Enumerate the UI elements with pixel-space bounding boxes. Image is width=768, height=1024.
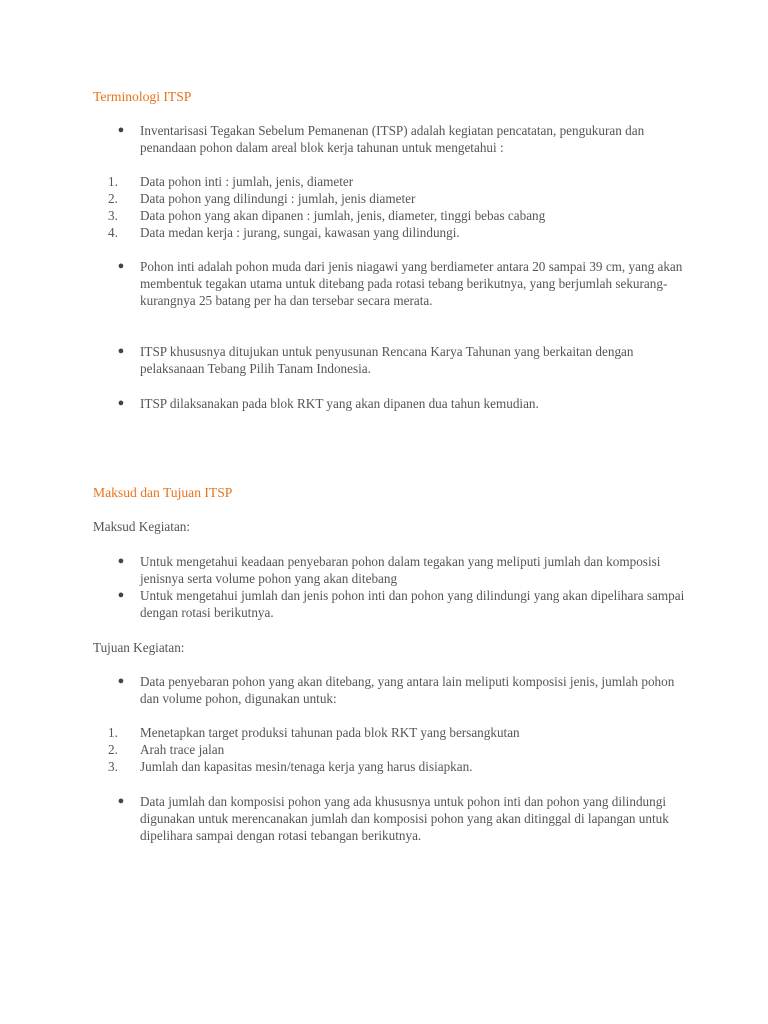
list-item: ● Inventarisasi Tegakan Sebelum Pemanenan (ITSP) adalah kegiatan pencatatan, pengukuran dan penandaan pohon dalam areal blok kerja tahunan untuk mengetahui : bbox=[0, 122, 688, 156]
numbered-list-itsp-data bbox=[0, 173, 768, 241]
list-item: 1. Menetapkan target produksi tahunan pada blok RKT yang bersangkutan bbox=[108, 725, 520, 740]
list-item: ● ITSP dilaksanakan pada blok RKT yang akan dipanen dua tahun kemudian. bbox=[0, 395, 688, 412]
bullet-list-maksud bbox=[0, 553, 768, 621]
tujuan-label: Tujuan Kegiatan: bbox=[93, 640, 185, 655]
bullet-icon: ● bbox=[117, 345, 125, 357]
section-heading-maksud-tujuan: Maksud dan Tujuan ITSP bbox=[93, 485, 233, 500]
list-item: ● Untuk mengetahui jumlah dan jenis pohon inti dan pohon yang dilindungi yang akan dipelihara sampai dengan rotasi berikutnya. bbox=[0, 587, 688, 621]
bullet-list-itsp-timing bbox=[0, 395, 768, 412]
bullet-icon: ● bbox=[117, 124, 125, 136]
list-item: ● ITSP khususnya ditujukan untuk penyusunan Rencana Karya Tahunan yang berkaitan dengan pelaksanaan Tebang Pilih Tanam Indonesia. bbox=[0, 343, 688, 377]
list-item: 1. Data pohon inti : jumlah, jenis, diameter bbox=[108, 174, 354, 189]
list-item: 4. Data medan kerja : jurang, sungai, kawasan yang dilindungi. bbox=[108, 225, 460, 240]
list-item: 2. Data pohon yang dilindungi : jumlah, jenis diameter bbox=[108, 191, 416, 206]
bullet-list-pohon-inti bbox=[0, 258, 768, 309]
bullet-icon: ● bbox=[117, 795, 125, 807]
section-heading-terminologi: Terminologi ITSP bbox=[93, 89, 192, 104]
bullet-list-tujuan-penyebaran bbox=[0, 673, 768, 707]
bullet-icon: ● bbox=[117, 675, 125, 687]
list-item: ● Data jumlah dan komposisi pohon yang ada khususnya untuk pohon inti dan pohon yang dilindungi digunakan untuk merencanakan jumlah dan komposisi pohon yang akan ditinggal di lapangan untuk dipelihara sampai dengan rotasi tebangan berikutnya. bbox=[0, 793, 688, 844]
bullet-list-itsp-definition bbox=[0, 122, 768, 156]
list-item: 3. Jumlah dan kapasitas mesin/tenaga kerja yang harus disiapkan. bbox=[108, 759, 473, 774]
list-item: ● Data penyebaran pohon yang akan ditebang, yang antara lain meliputi komposisi jenis, jumlah pohon dan volume pohon, digunakan untuk: bbox=[0, 673, 688, 707]
list-item: ● Untuk mengetahui keadaan penyebaran pohon dalam tegakan yang meliputi jumlah dan komposisi jenisnya serta volume pohon yang akan ditebang bbox=[0, 553, 688, 587]
bullet-icon: ● bbox=[117, 555, 125, 567]
bullet-list-tujuan-komposisi bbox=[0, 793, 768, 844]
list-item: 3. Data pohon yang akan dipanen : jumlah, jenis, diameter, tinggi bebas cabang bbox=[108, 208, 546, 223]
list-item: 2. Arah trace jalan bbox=[108, 742, 225, 757]
bullet-icon: ● bbox=[117, 397, 125, 409]
bullet-icon: ● bbox=[117, 260, 125, 272]
list-item: ● Pohon inti adalah pohon muda dari jenis niagawi yang berdiameter antara 20 sampai 39 cm, yang akan membentuk tegakan utama untuk ditebang pada rotasi tebang berikutnya, yang berjumlah sekurang-kurangnya 25 batang per ha dan tersebar secara merata. bbox=[0, 258, 688, 309]
bullet-list-itsp-purpose bbox=[0, 343, 768, 377]
maksud-label: Maksud Kegiatan: bbox=[93, 519, 191, 534]
numbered-list-tujuan bbox=[0, 724, 768, 775]
bullet-icon: ● bbox=[117, 589, 125, 601]
